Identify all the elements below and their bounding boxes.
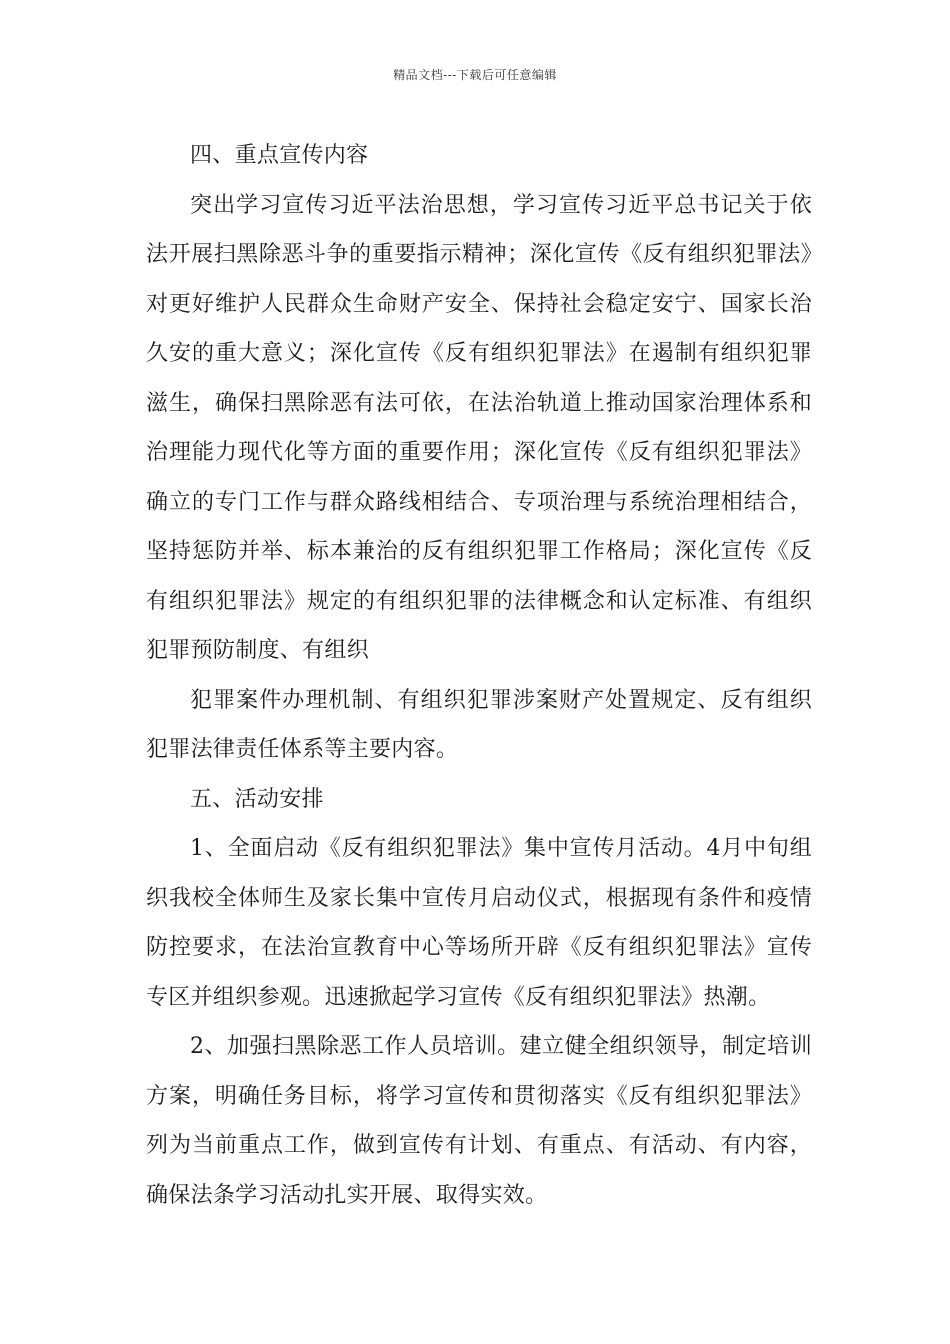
paragraph-activity-1: 1、全面启动《反有组织犯罪法》集中宣传月活动。4月中旬组织我校全体师生及家长集中宣传月启动仪式，根据现有条件和疫情防控要求，在法治宣教育中心等场所开辟《反有组织犯罪法》宣传专区并组织参观。迅速掀起学习宣传《反有组织犯罪法》热潮。 bbox=[146, 836, 812, 1010]
paragraph-propaganda-content-continued: 犯罪案件办理机制、有组织犯罪涉案财产处置规定、反有组织犯罪法律责任体系等主要内容。 bbox=[146, 687, 812, 762]
section-heading-4: 四、重点宣传内容 bbox=[190, 143, 369, 168]
paragraph-activity-2: 2、加强扫黑除恶工作人员培训。建立健全组织领导，制定培训方案，明确任务目标，将学习宣传和贯彻落实《反有组织犯罪法》列为当前重点工作，做到宣传有计划、有重点、有活动、有内容，确保法条学习活动扎实开展、取得实效。 bbox=[146, 1034, 812, 1208]
page-header: 精品文档---下载后可任意编辑 bbox=[393, 68, 557, 82]
document-body bbox=[146, 131, 812, 1220]
paragraph-propaganda-content: 突出学习宣传习近平法治思想，学习宣传习近平总书记关于依法开展扫黑除恶斗争的重要指示精神；深化宣传《反有组织犯罪法》对更好维护人民群众生命财产安全、保持社会稳定安宁、国家长治久安的重大意义；深化宣传《反有组织犯罪法》在遏制有组织犯罪滋生，确保扫黑除恶有法可依，在法治轨道上推动国家治理体系和治理能力现代化等方面的重要作用；深化宣传《反有组织犯罪法》确立的专门工作与群众路线相结合、专项治理与系统治理相结合，坚持惩防并举、标本兼治的反有组织犯罪工作格局；深化宣传《反有组织犯罪法》规定的有组织犯罪的法律概念和认定标准、有组织犯罪预防制度、有组织 bbox=[146, 192, 812, 663]
section-heading-5: 五、活动安排 bbox=[190, 786, 324, 812]
